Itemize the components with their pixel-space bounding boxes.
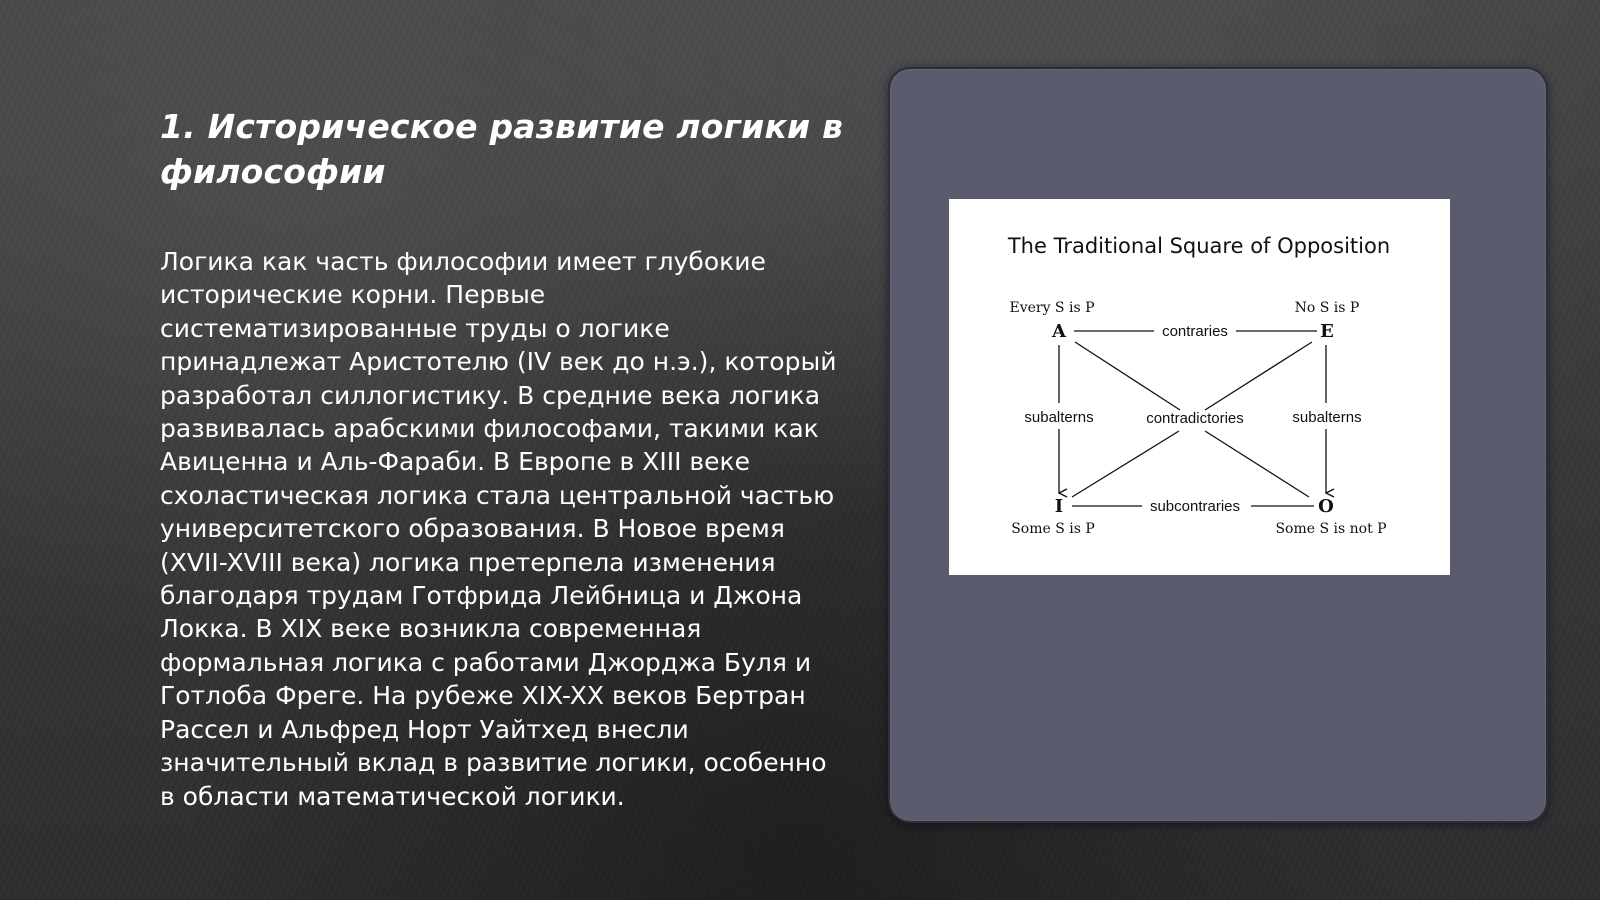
corner-e-letter: E xyxy=(1320,321,1334,342)
relation-subcontraries: subcontraries xyxy=(1149,498,1241,515)
corner-a-statement: Every S is P xyxy=(1009,300,1095,316)
corner-i-letter: I xyxy=(1054,496,1064,517)
square-of-opposition-figure xyxy=(949,199,1450,575)
relation-contraries: contraries xyxy=(1162,323,1228,340)
relation-contradictories: contradictories xyxy=(1146,410,1244,427)
corner-o-statement: Some S is not P xyxy=(1275,521,1387,537)
slide-body-text: Логика как часть философии имеет глубокие исторические корни. Первые систематизированные труды о логике принадлежат Аристотелю (IV век до н.э.), который разработал силлогистику. В средние века логика развивалась арабскими философами, такими как Авиценна и Аль-Фараби. В Европе в XIII веке схоластическая логика стала центральной частью университетского образования. В Новое время (XVII-XVIII века) логика претерпела изменения благодаря трудам Готфрида Лейбница и Джона Локка. В XIX веке возникла современная формальная логика с работами Джорджа Буля и Готлоба Фреге. На рубеже XIX-XX веков Бертран Рассел и Альфред Норт Уайтхед внесли значительный вклад в развитие логики, особенно в области математической логики. xyxy=(160,247,837,811)
relation-right-subalterns: subalterns xyxy=(1292,409,1362,426)
corner-a-letter: A xyxy=(1052,321,1066,342)
corner-i-statement: Some S is P xyxy=(1011,521,1095,537)
corner-e-statement: No S is P xyxy=(1294,300,1360,316)
relation-left-subalterns: subalterns xyxy=(1024,409,1094,426)
square-of-opposition-diagram xyxy=(949,199,1450,575)
figure-title: The Traditional Square of Opposition xyxy=(1007,234,1391,258)
diagonal-a-to-center xyxy=(1075,342,1180,410)
diagonal-e-to-center xyxy=(1205,342,1312,410)
slide-title: 1. Историческое развитие логики в философии xyxy=(160,107,844,191)
diagonal-center-to-o xyxy=(1205,431,1309,497)
corner-o-letter: O xyxy=(1318,496,1334,517)
diagonal-center-to-i xyxy=(1072,431,1179,497)
